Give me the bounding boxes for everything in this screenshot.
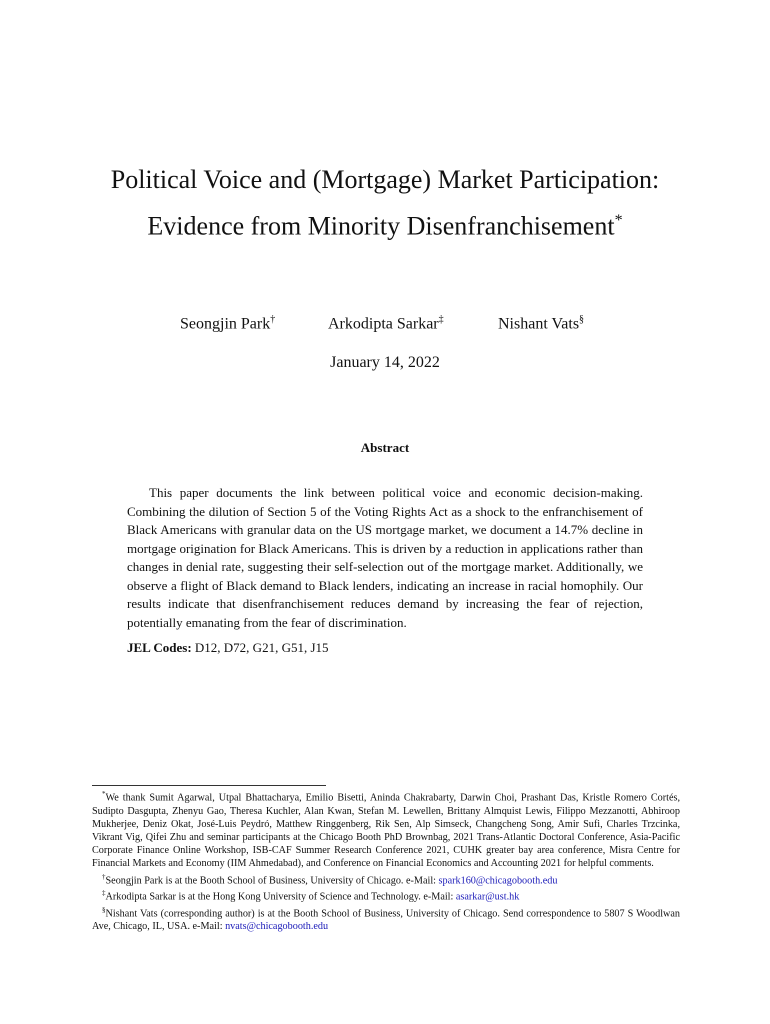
footnote-sarkar xyxy=(92,887,680,904)
footnote-text: Arkodipta Sarkar is at the Hong Kong University of Science and Technology. e-Mail: xyxy=(105,891,456,903)
footnote-mark: * xyxy=(102,790,106,798)
jel-values: D12, D72, G21, G51, J15 xyxy=(194,640,329,655)
author-sarkar xyxy=(328,314,444,333)
author-name: Nishant Vats xyxy=(498,315,580,333)
footnote-rule xyxy=(92,785,326,786)
author-park xyxy=(180,314,275,333)
email-link-sarkar[interactable]: asarkar@ust.hk xyxy=(455,891,520,903)
footnote-thanks xyxy=(92,788,680,871)
author-name: Seongjin Park xyxy=(180,315,271,333)
footnotes xyxy=(92,788,680,934)
author-name: Arkodipta Sarkar xyxy=(328,315,439,333)
author-vats xyxy=(498,314,584,333)
paper-title-line-1: Political Voice and (Mortgage) Market Participation: xyxy=(110,165,660,194)
title-footnote-mark: * xyxy=(614,212,623,229)
email-link-park[interactable]: spark160@chicagobooth.edu xyxy=(438,875,558,886)
jel-label: JEL Codes: xyxy=(127,640,192,655)
footnote-mark: § xyxy=(102,905,106,914)
paper-date: January 14, 2022 xyxy=(330,354,440,371)
footnote-text: We thank Sumit Agarwal, Utpal Bhattacharya, Emilio Bisetti, Aninda Chakrabarty, Darwin Choi, Prashant Das, Kristle Romero Cortés, Sudipto Dasgupta, Zhenyu Gao, Theresa Kuchler, Alan Kwan, Stefan M. Lewellen, Brittany Almquist Lewis, Filippo Mezzanotti, Abhiroop Mukherjee, Deniz Okat, José-Luis Peydró, Matthew Ringgenberg, Rik Sen, Alp Simseck, Changcheng Song, Amir Sufi, Charles Trzcinka, Vikrant Vig, Qifei Zhu and seminar participants at the Chicago Booth PhD Brownbag, 2021 Trans-Atlantic Doctoral Conference, Asia-Pacific Corporate Finance Online Workshop, ISB-CAF Summer Research Conference 2021, CUHK greater bay area conference, Misra Centre for Financial Markets and Economy (IIM Ahmedabad), and Conference on Financial Economics and Accounting 2021 for helpful comments. xyxy=(92,792,680,870)
author-footnote-mark: ‡ xyxy=(438,314,444,325)
footnote-mark: ‡ xyxy=(102,889,106,898)
abstract-text: This paper documents the link between political voice and economic decision-making. Combining the dilution of Section 5 of the Voting Rights Act as a shock to the enfranchisement of Black Americans with granular data on the US mortgage market, we document a 14.7% decline in mortgage origination for Black Americans. This is driven by a reduction in applications rather than changes in denial rate, suggesting their self-selection out of the mortgage market. Additionally, we observe a flight of Black demand to Black lenders, indicating an increase in racial homophily. Our results indicate that disenfranchisement reduces demand by increasing the fear of rejection, potentially emanating from the fear of discrimination. xyxy=(127,485,643,630)
footnote-text: Seongjin Park is at the Booth School of Business, University of Chicago. e-Mail: xyxy=(105,875,439,886)
abstract-heading: Abstract xyxy=(360,440,410,455)
paper-title-text: Evidence from Minority Disenfranchisement xyxy=(147,211,615,241)
footnote-vats xyxy=(92,904,680,934)
footnote-mark: † xyxy=(102,872,106,881)
author-footnote-mark: † xyxy=(270,314,276,325)
footnote-park xyxy=(92,871,680,888)
footnote-text: Nishant Vats (corresponding author) is at the Booth School of Business, University of Chicago. Send correspondence to 5807 S Woodlwan Ave, Chicago, IL, USA. e-Mail: xyxy=(92,908,680,933)
email-link-vats[interactable]: nvats@chicagobooth.edu xyxy=(225,921,329,933)
jel-codes xyxy=(127,640,329,656)
paper-title-line-2 xyxy=(60,212,710,241)
author-footnote-mark: § xyxy=(579,314,585,325)
